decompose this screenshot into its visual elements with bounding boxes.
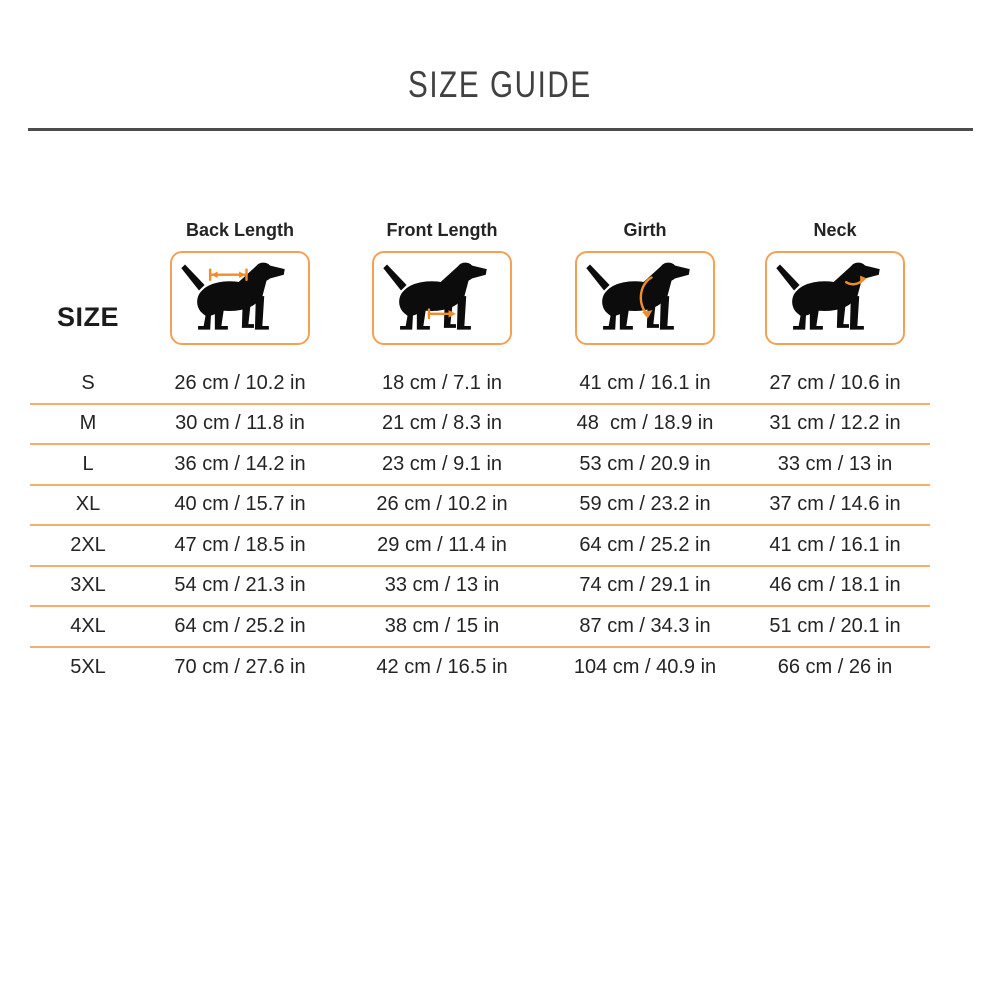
table-row [30,648,930,689]
neck-cell: 31 cm / 12.2 in [769,412,901,435]
neck-cell: 41 cm / 16.1 in [769,533,901,556]
page-title: SIZE GUIDE [408,64,592,105]
size-cell: 2XL [70,533,106,556]
dog-front-length-icon [379,257,505,339]
girth-cell: 74 cm / 29.1 in [579,574,711,597]
back-length-indicator [210,270,246,280]
neck-cell: 33 cm / 13 in [777,452,893,475]
front-length-cell: 29 cm / 11.4 in [377,533,507,556]
title-divider [28,128,973,131]
table-header [30,218,930,345]
front-length-cell: 23 cm / 9.1 in [381,452,503,475]
neck-diagram [765,251,905,345]
front-length-cell: 38 cm / 15 in [384,614,500,637]
size-cell: XL [75,493,101,516]
girth-cell: 104 cm / 40.9 in [573,656,717,679]
neck-cell: 27 cm / 10.6 in [769,371,901,394]
front-length-label: Front Length [386,220,498,240]
girth-cell: 87 cm / 34.3 in [579,614,711,637]
size-column-label: SIZE [56,302,119,332]
girth-cell: 53 cm / 20.9 in [579,452,711,475]
front-length-cell: 42 cm / 16.5 in [376,656,508,679]
front-length-cell: 33 cm / 13 in [384,574,500,597]
table-body [30,364,930,688]
column-back-length [146,218,334,345]
girth-diagram [575,251,715,345]
table-row [30,567,930,608]
front-length-diagram [372,251,512,345]
girth-cell: 41 cm / 16.1 in [579,371,711,394]
front-length-cell: 21 cm / 8.3 in [381,412,503,435]
table-row [30,526,930,567]
size-cell: 3XL [70,574,106,597]
back-length-cell: 64 cm / 25.2 in [174,614,306,637]
girth-cell: 64 cm / 25.2 in [579,533,711,556]
front-length-cell: 26 cm / 10.2 in [376,493,508,516]
size-guide-table [30,218,930,688]
size-cell: 4XL [70,614,106,637]
back-length-cell: 30 cm / 11.8 in [175,412,305,435]
column-neck [740,218,930,345]
neck-cell: 51 cm / 20.1 in [769,614,901,637]
dog-girth-icon [582,257,708,339]
size-cell: S [81,371,95,394]
neck-cell: 46 cm / 18.1 in [769,574,901,597]
table-row [30,364,930,405]
size-cell: M [79,412,97,435]
table-row [30,607,930,648]
back-length-diagram [170,251,310,345]
table-row [30,445,930,486]
column-girth [550,218,740,345]
back-length-cell: 47 cm / 18.5 in [174,533,306,556]
girth-cell: 59 cm / 23.2 in [579,493,711,516]
back-length-cell: 26 cm / 10.2 in [174,371,306,394]
back-length-cell: 40 cm / 15.7 in [174,493,306,516]
neck-cell: 37 cm / 14.6 in [769,493,901,516]
back-length-label: Back Length [185,220,295,240]
back-length-cell: 70 cm / 27.6 in [174,656,306,679]
size-cell: L [82,452,94,475]
back-length-cell: 54 cm / 21.3 in [174,574,306,597]
girth-cell: 48 cm / 18.9 in [576,412,714,435]
dog-neck-icon [772,257,898,339]
table-row [30,405,930,446]
column-front-length [334,218,550,345]
girth-label: Girth [623,220,667,240]
neck-cell: 66 cm / 26 in [777,656,893,679]
front-length-cell: 18 cm / 7.1 in [381,371,503,394]
size-cell: 5XL [70,656,106,679]
dog-back-length-icon [177,257,303,339]
table-row [30,486,930,527]
back-length-cell: 36 cm / 14.2 in [174,452,306,475]
neck-label: Neck [813,220,857,240]
